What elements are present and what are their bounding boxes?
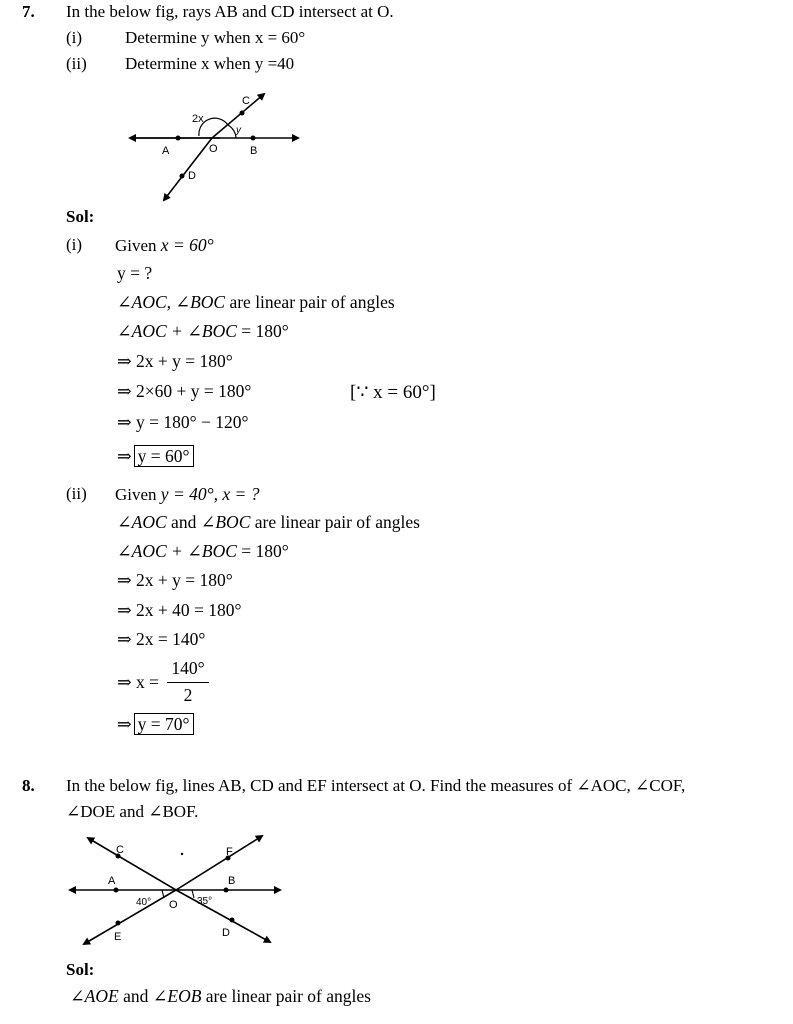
line-oe [84,890,176,944]
q7-ii-sum-line: ∠AOC + ∠BOC = 180° [117,541,289,561]
label-o: O [209,143,218,155]
q7-step4: ⇒ y = 60° [117,446,194,467]
q7-step2-reason: [∵ x = 60°] [350,382,436,403]
point-d [230,918,235,923]
q7-sol-part-ii-given: Given y = 40°, x = ? [115,484,260,504]
label-o: O [169,899,178,911]
q8-statement-line1: In the below fig, lines AB, CD and EF intersect at O. Find the measures of ∠AOC, ∠COF, [66,776,686,795]
label-35: 35° [197,896,213,907]
q7-ii-step2: ⇒ 2x + 40 = 180° [117,600,242,620]
q7-sol-label: Sol: [66,207,95,226]
q7-answer-i: y = 60° [134,445,194,467]
label-c: C [242,95,250,107]
q7-ii-linear-pair-line: ∠AOC and ∠BOC are linear pair of angles [117,512,420,532]
q7-number: 7. [22,2,35,21]
q7-sol-part-ii-label: (ii) [66,484,87,503]
q7-ii-fraction-bar [167,682,209,683]
arc-y [228,125,236,138]
q8-statement-line2: ∠DOE and ∠BOF. [66,802,199,821]
label-2x: 2x [192,113,204,125]
point-e [116,921,121,926]
point-a [114,888,119,893]
q7-sum-line: ∠AOC + ∠BOC = 180° [117,321,289,341]
label-c: C [116,844,124,856]
q8-sol-line1: ∠AOE and ∠EOB are linear pair of angles [70,986,371,1006]
label-b: B [250,145,258,157]
q7-step2: ⇒ 2×60 + y = 180° [117,381,252,401]
label-y: y [236,125,241,136]
line-of [176,836,262,890]
point-b [251,136,256,141]
label-a: A [108,875,116,887]
q8-figure [66,832,288,948]
point-c [240,111,245,116]
q8-sol-label: Sol: [66,960,95,979]
q7-find-y: y = ? [117,263,153,283]
q7-part-ii-label: (ii) [66,54,87,73]
q7-ii-step5: ⇒ y = 70° [117,714,194,735]
stray-dot [181,853,183,855]
q7-figure [120,92,320,210]
q7-ii-step4-denominator: 2 [183,685,193,705]
label-d: D [222,927,230,939]
q7-linear-pair-line: ∠AOC, ∠BOC are linear pair of angles [117,292,395,312]
line-oc [88,838,176,890]
label-f: F [226,846,233,858]
point-a [176,136,181,141]
label-40: 40° [136,897,152,908]
q7-part-ii-text: Determine x when y =40 [125,54,295,73]
q7-answer-ii: y = 70° [134,713,194,735]
q7-ii-step1: ⇒ 2x + y = 180° [117,570,233,590]
q7-sol-part-i-label: (i) [66,235,83,254]
q7-part-i-text: Determine y when x = 60° [125,28,306,47]
point-d [180,174,185,179]
q7-ii-step3: ⇒ 2x = 140° [117,629,206,649]
point-b [224,888,229,893]
tick-35 [192,890,194,898]
q7-sol-part-i-given: Given x = 60° [115,235,214,255]
q7-ii-step4-prefix: ⇒ x = [117,672,160,692]
q7-ii-step4-numerator: 140° [171,658,205,678]
q7-given-expr-2: y = 40°, x = ? [160,484,260,504]
label-a: A [162,145,170,157]
ray-od [164,138,212,200]
label-e: E [114,931,122,943]
label-d: D [188,170,196,182]
q7-step1: ⇒ 2x + y = 180° [117,351,233,371]
q7-given-expr: x = 60° [160,235,214,255]
q8-number: 8. [22,776,35,795]
q7-statement: In the below fig, rays AB and CD intersect at O. [66,2,394,21]
q7-part-i-label: (i) [66,28,83,47]
label-b: B [228,875,236,887]
q7-step3: ⇒ y = 180° − 120° [117,412,249,432]
